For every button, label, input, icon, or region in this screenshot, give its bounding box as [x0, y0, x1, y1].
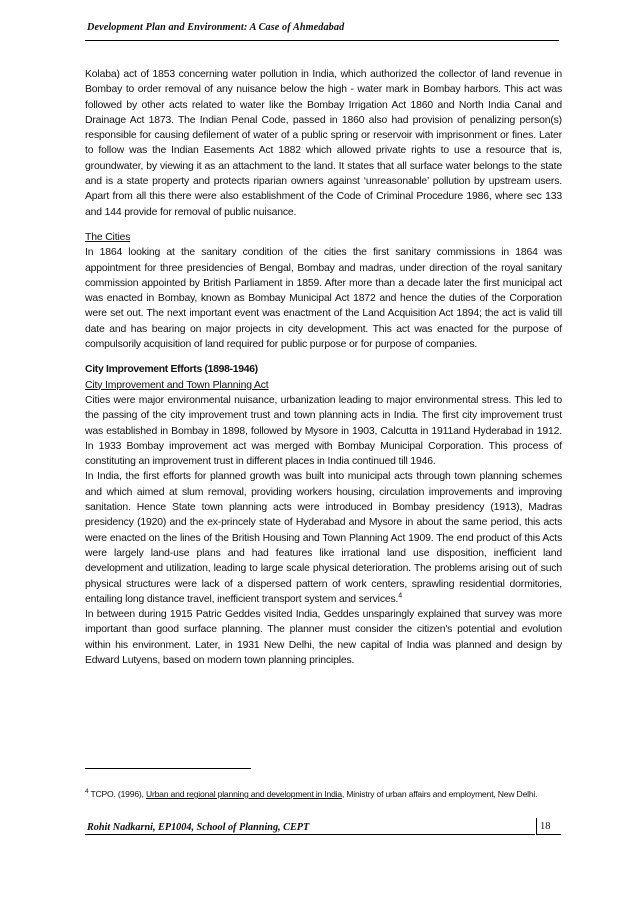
subheading-improvement-act: City Improvement and Town Planning Act — [85, 379, 269, 391]
paragraph — [85, 469, 562, 607]
paragraph-text: In India, the first efforts for planned growth was built into municipal acts through town planning schemes and which aimed at slum removal, providing workers housing, circulation improvements and improving sanitation. Hence State town planning acts were introduced in Bombay presidency (1913), Madras presidency (1920) and the ex-princely state of Hyderabad and Mysore in about the same period, this acts were enacted on the lines of the British Housing and Town Planning Act 1909. The end product of this Acts were largely land-use plans and had features like irrational land use disposition, inefficient land development and utilization, leading to large scale physical deterioration. The problems arising out of such physical structures were lack of a dispersed pattern of work centers, sprawling residential dormitories, entailing long distance travel, inefficient transport system and services. — [85, 471, 562, 605]
footnote-rest: , Ministry of urban affairs and employment, New Delhi. — [341, 789, 538, 799]
paragraph: Cities were major environmental nuisance, urbanization leading to major environmental stress. This led to the passing of the city improvement trust and town planning acts in India. The first city improvement trust was established in Bombay in 1898, followed by Mysore in 1903, Calcutta in 1911and Hyderabad in 1912. In 1933 Bombay improvement act was merged with Bombay Municipal Corporation. This process of constituting an improvement trust in different places in India continued till 1946. — [85, 394, 562, 468]
running-header: Development Plan and Environment: A Case of Ahmedabad — [87, 22, 345, 33]
section-heading-cities: The Cities — [85, 231, 131, 243]
page-number: 18 — [540, 821, 551, 832]
footnote-number: 4 — [85, 788, 89, 796]
paragraph-gap — [85, 352, 562, 362]
footnote-title: Urban and regional planning and development in India — [145, 789, 342, 799]
footnote-ref[interactable]: 4 — [398, 592, 403, 600]
footnote — [85, 788, 562, 802]
footnote-lead: TCPO. (1996), — [90, 789, 146, 799]
header-rule — [85, 40, 559, 41]
footnote-rule — [85, 768, 251, 769]
paragraph: In 1864 looking at the sanitary condition of the cities the first sanitary commissions in 1864 was appointment for three presidencies of Bengal, Bombay and madras, under direction of the royal sanitary commission appointed by British Parliament in 1859. After more than a decade later the first municipal act was enacted in Bombay, known as Bombay Municipal Act 1872 and hence the duties of the Corporation were set out. The next important event was enactment of the Land Acquisition Act 1894; the act is valid till date and has bearing on major projects in city development. This act was enacted for the purpose of compulsorily acquisition of land required for public purpose or for purpose of companies. — [85, 247, 562, 351]
paragraph-gap — [85, 220, 562, 230]
section-heading-improvement: City Improvement Efforts (1898-1946) — [85, 364, 258, 376]
footer-rule — [85, 834, 535, 835]
body-text — [85, 67, 562, 668]
paragraph: In between during 1915 Patric Geddes visited India, Geddes unsparingly explained that survey was more important than good surface planning. The planner must consider the citizen's potential and evolution within his environment. Later, in 1931 New Delhi, the new capital of India was planned and design by Edward Lutyens, based on modern town planning principles. — [85, 609, 562, 666]
paragraph: Kolaba) act of 1853 concerning water pollution in India, which authorized the collector of land revenue in Bombay to order removal of any nuisance below the high - water mark in Bombay harbors. This act was followed by other acts related to water like the Bombay Irrigation Act 1860 and North India Canal and Drainage Act 1873. The Indian Penal Code, passed in 1860 also had provision of penalizing person(s) responsible for causing defilement of water of a public spring or reservoir with imprisonment or fines. Later to follow was the Indian Easements Act 1882 which allowed private rights to use a resource that is, groundwater, by viewing it as an attachment to the land. It states that all surface water belongs to the state and is a state property and protects riparian owners against ‘unreasonable’ pollution by upstream users. Apart from all this there were also establishment of the Code of Criminal Procedure 1986, where sec 133 and 144 provide for removal of public nuisance. — [85, 69, 562, 218]
running-footer: Rohit Nadkarni, EP1004, School of Planning, CEPT — [87, 822, 310, 833]
